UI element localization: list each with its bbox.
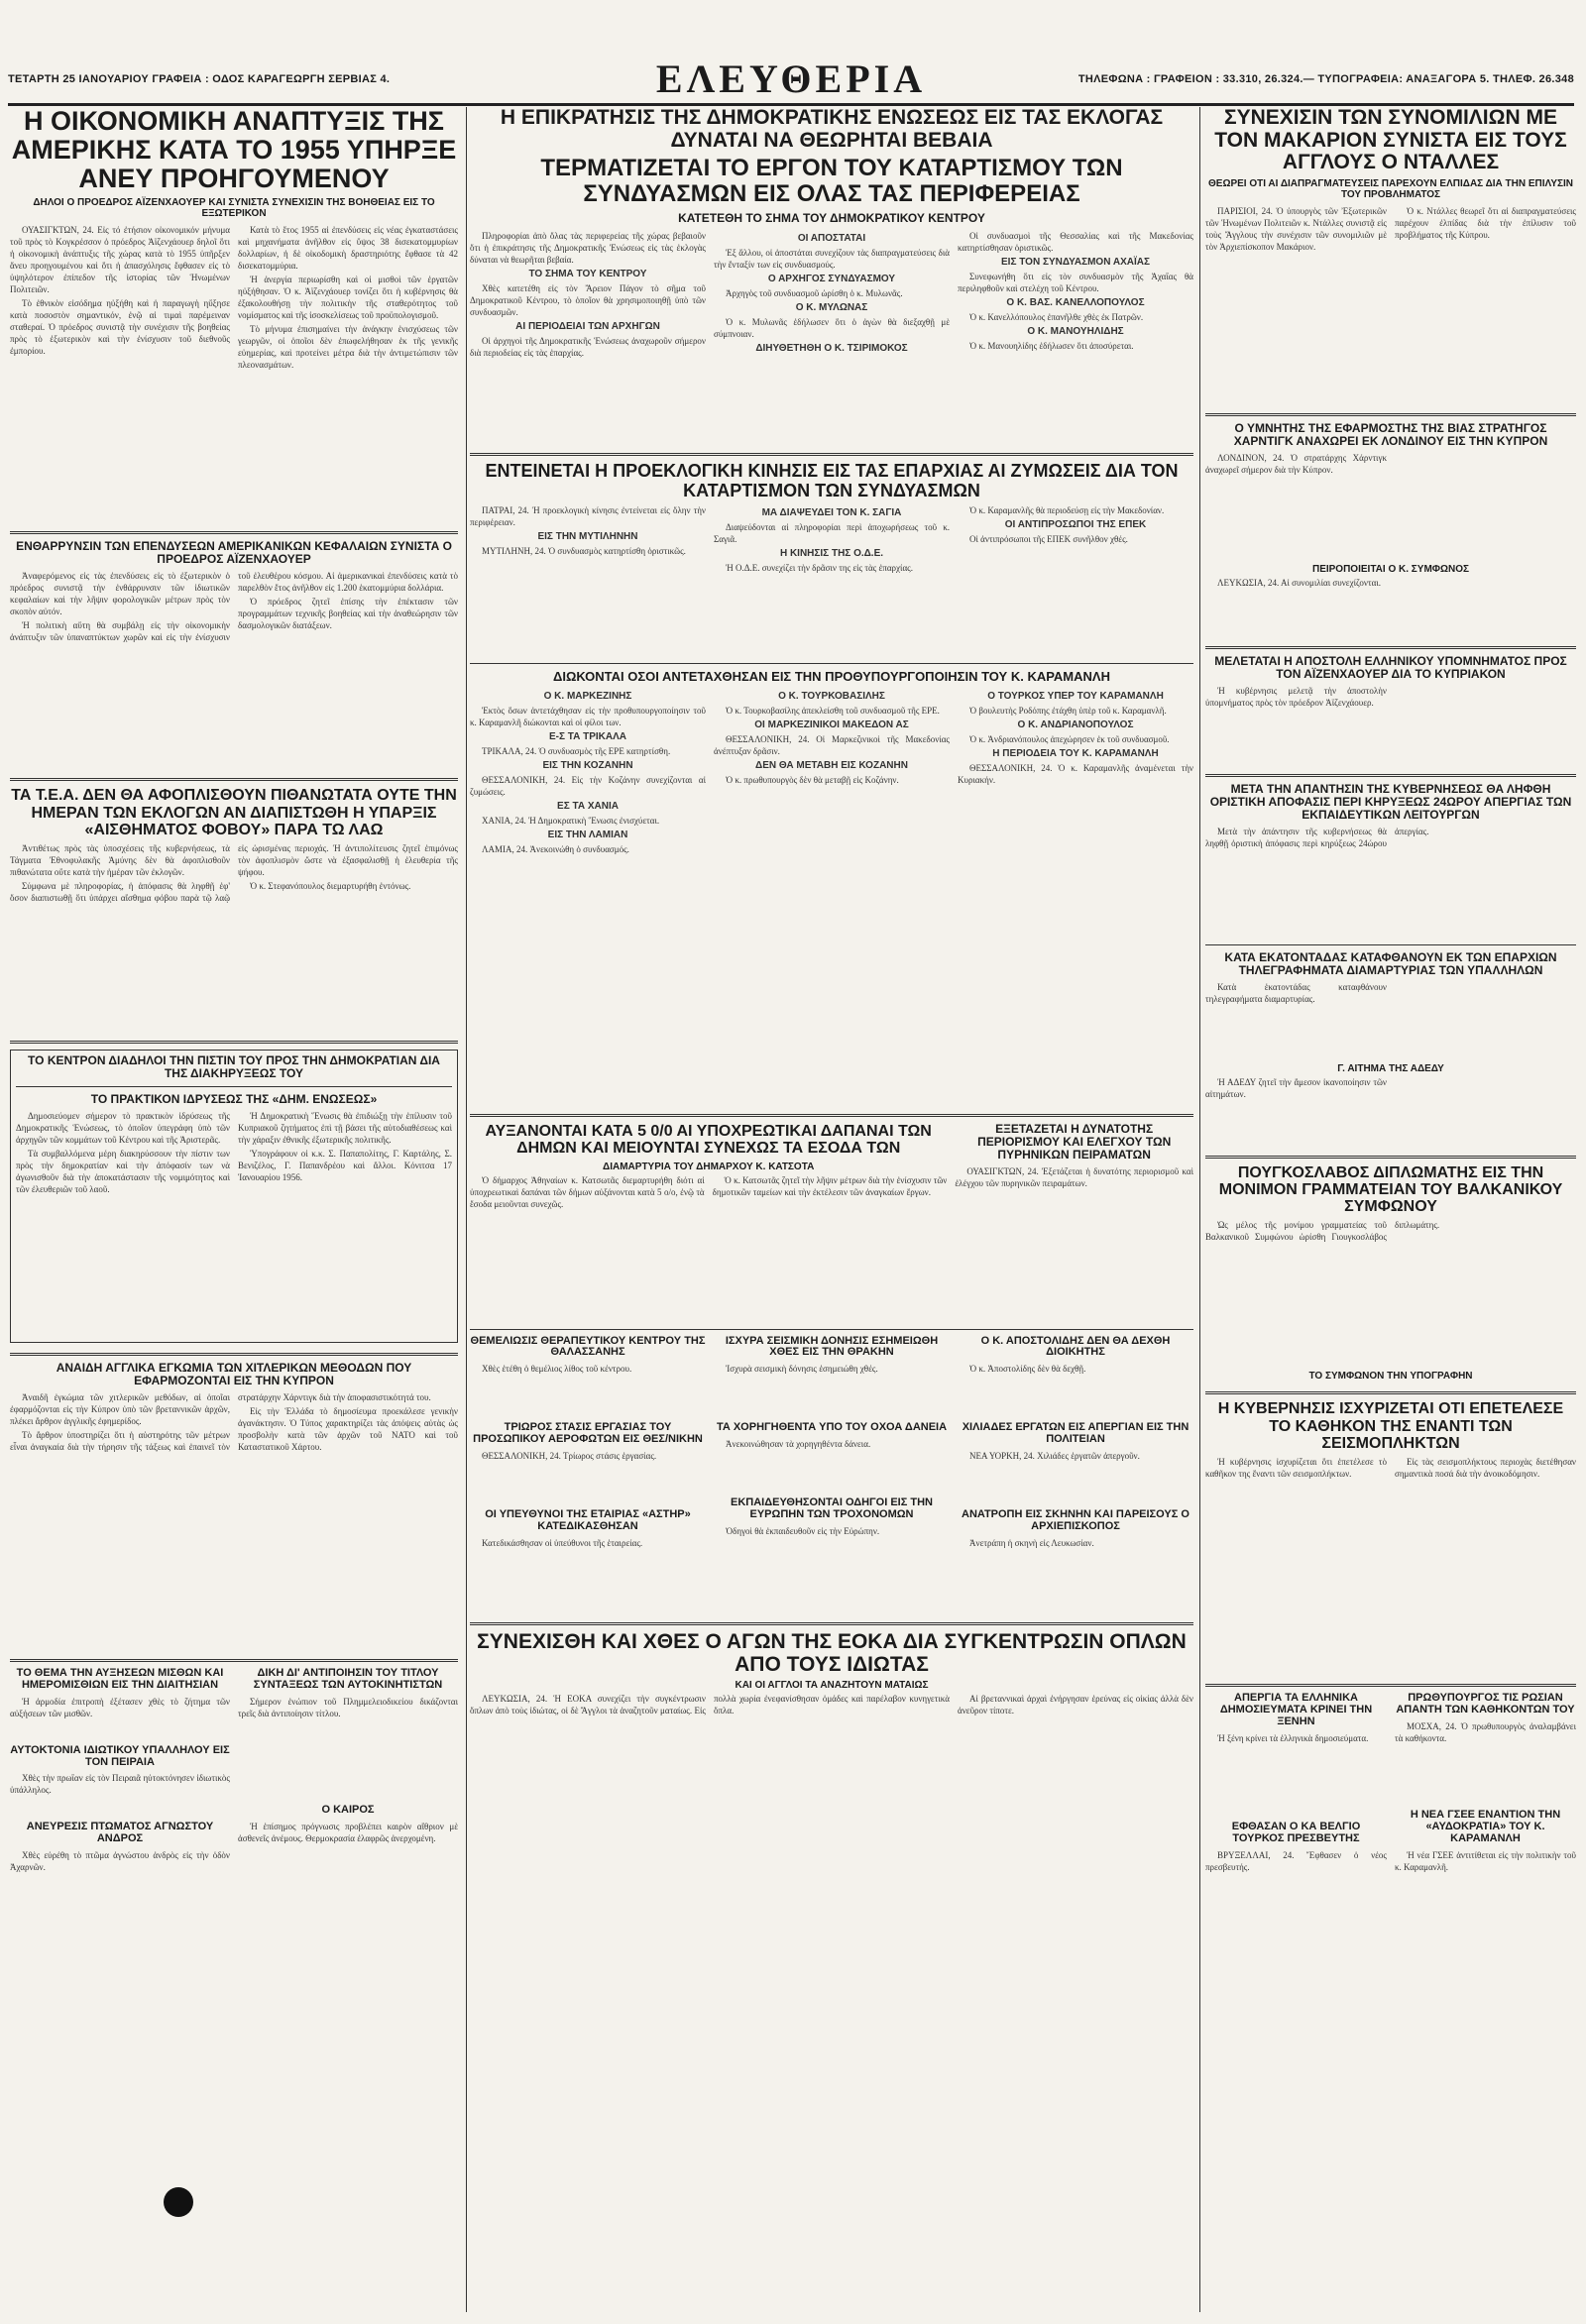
- section-title: ΜΑ ΔΙΑΨΕΥΔΕΙ ΤΟΝ Κ. ΣΑΓΙΑ: [761, 507, 902, 519]
- issue-date-address: ΤΕΤΑΡΤΗ 25 ΙΑΝΟΥΑΡΙΟΥ ΓΡΑΦΕΙΑ : ΟΔΟΣ ΚΑΡΑΓΕΩΡΓΗ ΣΕΡΒΙΑΣ 4.: [8, 73, 391, 85]
- article-body-text: ΝΕΑ ΥΟΡΚΗ, 24. Χιλιάδες ἐργατῶν ἀπεργοῦν.: [969, 1451, 1140, 1462]
- article-body-text: Χθὲς ἐτέθη ὁ θεμέλιος λίθος τοῦ κέντρου.: [482, 1364, 632, 1375]
- section-title: Ο Κ. ΜΑΝΟΥΗΛΙΔΗΣ: [1027, 326, 1124, 338]
- body-col-2: ΜΑ ΔΙΑΨΕΥΔΕΙ ΤΟΝ Κ. ΣΑΓΙΑ Διαψεύδονται αἱ πληροφορίαι περὶ ἀποχωρήσεως τοῦ κ. Σαγιᾶ. Η ΚΙΝΗΣΙΣ ΤΗΣ Ο.Δ.Ε. Ἡ Ο.Δ.Ε. συνεχίζει τὴν δρᾶσιν της εἰς τὰς ἐπαρχίας.: [714, 507, 950, 574]
- section-title: Ο Κ. ΒΑΣ. ΚΑΝΕΛΛΟΠΟΥΛΟΣ: [1006, 297, 1145, 309]
- section-title: Ο Κ. ΜΑΡΚΕΖΙΝΗΣ: [543, 691, 632, 703]
- article-body-text: Ἡ κυβέρνησις μελετᾷ τὴν ἀποστολὴν ὑπομνήματος πρὸς τὸν πρόεδρον Ἀϊζενχάουερ.: [1205, 685, 1387, 708]
- article-body-text: Ἀναιδῆ ἐγκώμια τῶν χιτλερικῶν μεθόδων, αἱ ὁποῖαι ἐφαρμόζονται εἰς τὴν Κύπρον ὑπὸ τῶν βρεταννικῶν ἀρχῶν, πλέκει ἄρθρον ἀγγλικῆς ἐφημερίδος. Τὸ ἄρθρον ὑποστηρίζει ὅτι ἡ αὐστηρότης τῶν μέτρων εἶναι ἀναγκαία διὰ τὴν τήρησιν τῆς τάξεως καὶ ἐπαινεῖ τὸν στρατάρχην Χάρντιγκ διὰ τὴν ἀποφασιστικότητά του. Εἰς τὴν Ἑλλάδα τὸ δημοσίευμα προεκάλεσε γενικὴν ἀγανάκτησιν. Ὁ Τύπος χαρακτηρίζει τὰς ἀπόψεις αὐτὰς ὡς προσβολὴν κατὰ τῶν ἀρχῶν τοῦ ΝΑΤΟ καὶ τοῦ Καταστατικοῦ Χάρτου.: [10, 1391, 458, 1452]
- article-body-text: Ἡ κυβέρνησις ἰσχυρίζεται ὅτι ἐπετέλεσε τὸ καθῆκον της ἔναντι τῶν σεισμοπλήκτων. Εἰς τὰς σεισμοπλήκτους περιοχὰς διετέθησαν σημαντικὰ ποσά διὰ τὴν ἀνοικοδόμησιν.: [1205, 1457, 1576, 1480]
- divider: [10, 1659, 458, 1662]
- article-body: [470, 688, 1193, 1104]
- headline: ΟΙ ΥΠΕΥΘΥΝΟΙ ΤΗΣ ΕΤΑΙΡΙΑΣ «ΑΣΤΗΡ» ΚΑΤΕΔΙΚΑΣΘΗΣΑΝ: [485, 1508, 691, 1532]
- subheadline: ΚΑΙ ΟΙ ΑΓΓΛΟΙ ΤΑ ΑΝΑΖΗΤΟΥΝ ΜΑΤΑΙΩΣ: [735, 1680, 929, 1692]
- article-body-text: ΟΥΑΣΙΓΚΤΩΝ, 24. Εἰς τό ἐτήσιον οἰκονομικόν μήνυμα τοῦ πρὸς τὸ Κογκρέσσον ὁ πρόεδρος Ἀϊζενχάουερ δηλοῖ ὅτι ἡ οἰκονομικὴ ἀνάπτυξις τῆς χώρας κατὰ τὸ 1955 ὑπῆρξεν ἄνευ προηγουμένου καὶ ὅτι ἡ ἀπασχόλησις ἔφθασεν εἰς τὸ ὑψηλότερον ἐπίπεδον τῆς ἱστορίας τῶν Ἡνωμένων Πολιτειῶν. Τὸ ἐθνικὸν εἰσόδημα ηὐξήθη καὶ ἡ παραγωγὴ ηὔξησε κατὰ ποσοστὸν σημαντικόν, ἐνῷ αἱ τιμαὶ παρέμειναν σταθεραί. Ὁ πρόεδρος συνιστᾷ τὴν συνέχισιν τῆς βοηθείας πρὸς τὸ ἐξωτερικὸν καὶ τὴν ἐνίσχυσιν τοῦ διεθνοῦς ἐμπορίου. Κατὰ τὸ ἔτος 1955 αἱ ἐπενδύσεις εἰς νέας ἐγκαταστάσεις καὶ μηχανήματα ἀνῆλθον εἰς ὕψος 38 δισεκατομμυρίων δολλαρίων, ἡ δὲ οἰκοδομικὴ δραστηριότης ἔφθασε τὰ 42 δισεκατομμύρια. Ἡ ἀνεργία περιωρίσθη καὶ οἱ μισθοὶ τῶν ἐργατῶν ηὐξήθησαν. Ὁ κ. Ἀϊζενχάουερ τονίζει ὅτι ἡ κυβέρνησις θὰ ἐξακολουθήσῃ τὴν πολιτικὴν τῆς σταθερότητος τοῦ νομίσματος καὶ τῆς ἰσοσκελίσεως τοῦ προϋπολογισμοῦ. Τὸ μήνυμα ἐπισημαίνει τὴν ἀνάγκην ἐνισχύσεως τῶν γεωργῶν, οἱ ὁποῖοι δὲν ἐπωφελήθησαν ἐκ τῆς γενικῆς εὐημερίας, καὶ προτείνει μέτρα διὰ τὴν ἀντιμετώπισιν τῶν πλεονασμάτων.: [10, 225, 458, 371]
- article-body-text: Ἰσχυρὰ σεισμικὴ δόνησις ἐσημειώθη χθές.: [726, 1364, 878, 1375]
- section-title: ΕΙΣ ΤΗΝ ΛΑΜΙΑΝ: [547, 830, 628, 841]
- headline: ΜΕΤΑ ΤΗΝ ΑΠΑΝΤΗΣΙΝ ΤΗΣ ΚΥΒΕΡΝΗΣΕΩΣ ΘΑ ΛΗΦΘΗ ΟΡΙΣΤΙΚΗ ΑΠΟΦΑΣΙΣ ΠΕΡΙ ΚΗΡΥΞΕΩΣ 24ΩΡΟΥ ΑΠΕΡΓΙΑΣ ΤΩΝ ΕΚΠΑΙΔΕΥΤΙΚΩΝ ΛΕΙΤΟΥΡΓΩΝ: [1209, 781, 1572, 822]
- headline: ΠΡΩΘΥΠΟΥΡΓΟΣ ΤΙΣ ΡΩΣΙΑΝ ΑΠΑΝΤΗ ΤΩΝ ΚΑΘΗΚΟΝΤΩΝ ΤΟΥ: [1396, 1692, 1575, 1716]
- headline: ΑΥΞΑΝΟΝΤΑΙ ΚΑΤΑ 5 0/0 ΑΙ ΥΠΟΧΡΕΩΤΙΚΑΙ ΔΑΠΑΝΑΙ ΤΩΝ ΔΗΜΩΝ ΚΑΙ ΜΕΙΟΥΝΤΑΙ ΣΥΝΕΧΩΣ ΤΑ ΕΣΟΔΑ ΤΩΝ: [485, 1123, 932, 1158]
- right-column: [1205, 107, 1576, 2312]
- section-title: Γ. ΑΙΤΗΜΑ ΤΗΣ ΑΔΕΔΥ: [1337, 1062, 1444, 1074]
- article-body-text: Χθὲς εὑρέθη τὸ πτῶμα ἀγνώστου ἀνδρὸς εἰς τὴν ὁδὸν Ἀχαρνῶν.: [10, 1850, 230, 1873]
- contact-phones: ΤΗΛΕΦΩΝΑ : ΓΡΑΦΕΙΟΝ : 33.310, 26.324.— ΤΥΠΟΓΡΑΦΕΙΑ: ΑΝΑΞΑΓΟΡΑ 5. ΤΗΛΕΦ. 26.348: [1077, 73, 1574, 85]
- divider: [10, 1353, 458, 1356]
- article-body-text: ΒΡΥΞΕΛΛΑΙ, 24. Ἔφθασεν ὁ νέος πρεσβευτής.: [1205, 1849, 1387, 1872]
- brief-column-b: [714, 1336, 950, 1616]
- subheadline: ΤΟ ΠΡΑΚΤΙΚΟΝ ΙΔΡΥΣΕΩΣ ΤΗΣ «ΔΗΜ. ΕΝΩΣΕΩΣ»: [90, 1092, 378, 1107]
- divider: [470, 1622, 1193, 1625]
- article-memorandum: [1205, 655, 1576, 764]
- article-body: [470, 504, 1193, 653]
- article-body-text: ΠΑΡΙΣΙΟΙ, 24. Ὁ ὑπουργὸς τῶν Ἐξωτερικῶν τῶν Ἡνωμένων Πολιτειῶν κ. Ντάλλες συνιστᾷ εἰς τοὺς Ἄγγλους τὴν συνέχισιν τῶν συνομιλιῶν μὲ τὸν Ἀρχιεπίσκοπον Μακάριον. Ὁ κ. Ντάλλες θεωρεῖ ὅτι αἱ διαπραγματεύσεις παρέχουν ἐλπίδας διὰ τὴν ἐπίλυσιν τοῦ προβλήματος τῆς Κύπρου.: [1205, 206, 1576, 253]
- divider: [1205, 413, 1576, 416]
- article-body-text: Ὁ κ. Ἀποστολίδης δὲν θὰ δεχθῇ.: [969, 1364, 1086, 1375]
- section-title: ΔΙΗΥΘΕΤΗΘΗ Ο Κ. ΤΣΙΡΙΜΟΚΟΣ: [755, 343, 908, 355]
- section-title: ΕΙΣ ΤΟΝ ΣΥΝΔΥΑΣΜΟΝ ΑΧΑΪΑΣ: [1001, 257, 1150, 269]
- headline: ΕΚΠΑΙΔΕΥΘΗΣΟΝΤΑΙ ΟΔΗΓΟΙ ΕΙΣ ΤΗΝ ΕΥΡΩΠΗΝ ΤΩΝ ΤΡΟΧΟΝΟΜΩΝ: [731, 1496, 933, 1521]
- headline: ΔΙΩΚΟΝΤΑΙ ΟΣΟΙ ΑΝΤΕΤΑΧΘΗΣΑΝ ΕΙΣ ΤΗΝ ΠΡΟΘΥΠΟΥΡΓΟΠΟΙΗΣΙΝ ΤΟΥ Κ. ΚΑΡΑΜΑΝΛΗ: [553, 669, 1110, 685]
- divider: [1205, 944, 1576, 945]
- lead-body-col-3: Οἱ συνδυασμοὶ τῆς Θεσσαλίας καὶ τῆς Μακεδονίας κατηρτίσθησαν ὁριστικῶς. ΕΙΣ ΤΟΝ ΣΥΝΔΥΑΣΜΟΝ ΑΧΑΪΑΣ Συνεφωνήθη ὅτι εἰς τὸν συνδυασμὸν τῆς Ἀχαΐας θὰ περιληφθοῦν καὶ στελέχη τοῦ Κέντρου. Ο Κ. ΒΑΣ. ΚΑΝΕΛΛΟΠΟΥΛΟΣ Ὁ κ. Κανελλόπουλος ἐπανῆλθε χθὲς ἐκ Πατρῶν. Ο Κ. ΜΑΝΟΥΗΛΙΔΗΣ Ὁ κ. Μανουηλίδης ἐδήλωσεν ὅτι ἀποσύρεται.: [958, 231, 1193, 352]
- headline: Ο ΚΑΙΡΟΣ: [321, 1803, 375, 1816]
- headline: ΕΞΕΤΑΖΕΤΑΙ Η ΔΥΝΑΤΟΤΗΣ ΠΕΡΙΟΡΙΣΜΟΥ ΚΑΙ ΕΛΕΓΧΟΥ ΤΩΝ ΠΥΡΗΝΙΚΩΝ ΠΕΙΡΑΜΑΤΩΝ: [977, 1122, 1172, 1162]
- divider: [10, 778, 458, 781]
- headline: ΕΝΤΕΙΝΕΤΑΙ Η ΠΡΟΕΚΛΟΓΙΚΗ ΚΙΝΗΣΙΣ ΕΙΣ ΤΑΣ ΕΠΑΡΧΙΑΣ ΑΙ ΖΥΜΩΣΕΙΣ ΔΙΑ ΤΟΝ ΚΑΤΑΡΤΙΣΜΟΝ ΤΩΝ ΣΥΝΔΥΑΣΜΩΝ: [485, 461, 1179, 500]
- article-body-text: Ὁ δήμαρχος Ἀθηναίων κ. Κατσωτᾶς διεμαρτυρήθη διότι αἱ ὑποχρεωτικαὶ δαπάναι τῶν δήμων αὐξάνονται κατὰ 5 ο/ο, ἐνῷ τὰ ἔσοδα μειοῦνται συνεχῶς. Ὁ κ. Κατσωτᾶς ζητεῖ τὴν λῆψιν μέτρων διὰ τὴν ἐνίσχυσιν τῶν δημοτικῶν ταμείων καὶ τὴν ἐκτέλεσιν τῶν ἀναγκαίων ἔργων.: [470, 1174, 948, 1209]
- brief-column-a: [470, 1336, 706, 1616]
- lead-headline: Η ΕΠΙΚΡΑΤΗΣΙΣ ΤΗΣ ΔΗΜΟΚΡΑΤΙΚΗΣ ΕΝΩΣΕΩΣ ΕΙΣ ΤΑΣ ΕΚΛΟΓΑΣ ΔΥΝΑΤΑΙ ΝΑ ΘΕΩΡΗΤΑΙ ΒΕΒΑΙΑ: [500, 106, 1164, 152]
- article-body-text: Ὡς μέλος τῆς μονίμου γραμματείας τοῦ Βαλκανικοῦ Συμφώνου ὡρίσθη Γιουγκοσλάβος διπλωμάτης.: [1205, 1220, 1440, 1243]
- section-title: Ο Κ. ΜΥΛΩΝΑΣ: [795, 302, 868, 314]
- headline: ΣΥΝΕΧΙΣΘΗ ΚΑΙ ΧΘΕΣ Ο ΑΓΩΝ ΤΗΣ ΕΟΚΑ ΔΙΑ ΣΥΓΚΕΝΤΡΩΣΙΝ ΟΠΛΩΝ ΑΠΟ ΤΟΥΣ ΙΔΙΩΤΑΣ: [477, 1629, 1187, 1676]
- article-harding: [1205, 422, 1576, 636]
- headline: ΕΦΘΑΣΑΝ Ο ΚΑ ΒΕΛΓΙΟ ΤΟΥΡΚΟΣ ΠΡΕΣΒΕΥΤΗΣ: [1231, 1820, 1361, 1844]
- divider: [470, 453, 1193, 456]
- lead-body: [470, 230, 1193, 443]
- divider: [10, 531, 458, 534]
- section-title: ΕΙΣ ΤΗΝ ΜΥΤΙΛΗΝΗΝ: [537, 531, 638, 543]
- article-body-text: ΜΟΣΧΑ, 24. Ὁ πρωθυπουργὸς ἀναλαμβάνει τὰ καθήκοντα.: [1395, 1720, 1576, 1743]
- headline: ΑΥΤΟΚΤΟΝΙΑ ΙΔΙΩΤΙΚΟΥ ΥΠΑΛΛΗΛΟΥ ΕΙΣ ΤΟΝ ΠΕΙΡΑΙΑ: [10, 1743, 230, 1768]
- divider: [470, 663, 1193, 664]
- headline: ΘΕΜΕΛΙΩΣΙΣ ΘΕΡΑΠΕΥΤΙΚΟΥ ΚΕΝΤΡΟΥ ΤΗΣ ΘΑΛΑΣΣΑΝΗΣ: [470, 1334, 706, 1359]
- article-telegrams: [1205, 951, 1576, 1146]
- divider: [470, 1114, 1193, 1117]
- newspaper-title: ΕΛΕΥΘΕΡΙΑ: [655, 56, 927, 101]
- section-title: ΕΣ ΤΑ ΧΑΝΙΑ: [557, 801, 619, 813]
- lead-body-col-2: ΟΙ ΑΠΟΣΤΑΤΑΙ Ἐξ ἄλλου, οἱ ἀποστάται συνεχίζουν τὰς διαπραγματεύσεις διὰ τὴν ἔνταξίν των εἰς συνδυασμούς. Ο ΑΡΧΗΓΟΣ ΣΥΝΔΥΑΣΜΟΥ Ἀρχηγὸς τοῦ συνδυασμοῦ ὡρίσθη ὁ κ. Μυλωνᾶς. Ο Κ. ΜΥΛΩΝΑΣ Ὁ κ. Μυλωνᾶς ἐδήλωσεν ὅτι ὁ ἀγὼν θὰ διεξαχθῇ μὲ σύμπνοιαν. ΔΙΗΥΘΕΤΗΘΗ Ο Κ. ΤΣΙΡΙΜΟΚΟΣ: [714, 233, 950, 355]
- headline: Η ΝΕΑ ΓΣΕΕ ΕΝΑΝΤΙΟΝ ΤΗΝ «ΑΥΔΟΚΡΑΤΙΑ» ΤΟΥ Κ. ΚΑΡΑΜΑΝΛΗ: [1410, 1808, 1561, 1844]
- article-body-text: Κατὰ ἑκατοντάδας καταφθάνουν τηλεγραφήματα διαμαρτυρίας.: [1205, 981, 1387, 1004]
- headline: Ο Κ. ΑΠΟΣΤΟΛΙΔΗΣ ΔΕΝ ΘΑ ΔΕΧΘΗ ΔΙΟΙΚΗΤΗΣ: [980, 1334, 1171, 1359]
- lead-body-col-1: Πληροφορίαι ἀπὸ ὅλας τὰς περιφερείας τῆς χώρας βεβαιοῦν ὅτι ἡ ἐπικράτησις τῆς Δημοκρατικῆς Ἑνώσεως εἰς τὰς ἐκλογὰς δύναται νὰ θεωρῆται βεβαία. ΤΟ ΣΗΜΑ ΤΟΥ ΚΕΝΤΡΟΥ Χθὲς κατετέθη εἰς τὸν Ἄρειον Πάγον τὸ σῆμα τοῦ Δημοκρατικοῦ Κέντρου, τὸ ὁποῖον θὰ χρησιμοποιηθῇ ὑπὸ τῶν συνδυασμῶν. ΑΙ ΠΕΡΙΟΔΕΙΑΙ ΤΩΝ ΑΡΧΗΓΩΝ Οἱ ἀρχηγοὶ τῆς Δημοκρατικῆς Ἑνώσεως ἀναχωροῦν σήμερον διὰ περιοδείας εἰς τὰς ἐπαρχίας.: [470, 231, 706, 359]
- headline: ΤΡΙΩΡΟΣ ΣΤΑΣΙΣ ΕΡΓΑΣΙΑΣ ΤΟΥ ΠΡΟΣΩΠΙΚΟΥ ΑΕΡΟΦΩΤΩΝ ΕΙΣ ΘΕΣ/ΝΙΚΗΝ: [473, 1421, 703, 1446]
- section-title: Ε-Σ ΤΑ ΤΡΙΚΑΛΑ: [548, 731, 627, 743]
- article-investments: [10, 540, 458, 768]
- headline: ΔΙΚΗ ΔΙ' ΑΝΤΙΠΟΙΗΣΙΝ ΤΟΥ ΤΙΤΛΟΥ ΣΥΝΤΑΞΕΩΣ ΤΩΝ ΑΥΤΟΚΙΝΗΤΙΣΤΩΝ: [253, 1666, 443, 1691]
- row-municipal-nuclear: [470, 1123, 1193, 1323]
- headline: ΑΝΑΤΡΟΠΗ ΕΙΣ ΣΚΗΝΗΝ ΚΑΙ ΠΑΡΕΙΣΟΥΣ Ο ΑΡΧΙΕΠΙΣΚΟΠΟΣ: [962, 1508, 1190, 1532]
- article-body-text: Ἀναφερόμενος εἰς τὰς ἐπενδύσεις εἰς τὸ ἐξωτερικὸν ὁ πρόεδρος συνιστᾷ τὴν ἐνθάρρυνσιν τῶν ἰδιωτικῶν κεφαλαίων καὶ τὴν λῆψιν φορολογικῶν μέτρων πρὸς τὸν σκοπὸν αὐτόν. Ἡ πολιτικὴ αὕτη θὰ συμβάλῃ εἰς τὴν οἰκονομικὴν ἀνάπτυξιν τῶν ὑπαναπτύκτων χωρῶν καὶ εἰς τὴν ἐνίσχυσιν τοῦ ἐλευθέρου κόσμου. Αἱ ἀμερικανικαὶ ἐπενδύσεις κατὰ τὸ παρελθὸν ἔτος ἀνῆλθον εἰς 1.200 ἑκατομμύρια δολλάρια. Ὁ πρόεδρος ζητεῖ ἐπίσης τὴν ἐπέκτασιν τῶν προγραμμάτων τεχνικῆς βοηθείας καὶ τὴν ἀναθεώρησιν τῶν δασμολογικῶν διατάξεων.: [10, 571, 458, 643]
- article-body-text: Ἡ ἀρμοδία ἐπιτροπὴ ἐξέτασεν χθὲς τὸ ζήτημα τῶν αὐξήσεων τῶν μισθῶν.: [10, 1696, 230, 1718]
- headline: Η ΚΥΒΕΡΝΗΣΙΣ ΙΣΧΥΡΙΖΕΤΑΙ ΟΤΙ ΕΠΕΤΕΛΕΣΕ ΤΟ ΚΑΘΗΚΟΝ ΤΗΣ ΕΝΑΝΤΙ ΤΩΝ ΣΕΙΣΜΟΠΛΗΚΤΩΝ: [1217, 1400, 1564, 1452]
- brief-column-a: [1205, 1693, 1387, 1957]
- right-briefs: [1205, 1693, 1576, 1957]
- column-rule-left: [466, 107, 467, 2312]
- section-title: ΟΙ ΑΝΤΙΠΡΟΣΩΠΟΙ ΤΗΣ ΕΠΕΚ: [1004, 519, 1147, 531]
- article-economy: [10, 107, 458, 521]
- divider: [1205, 1391, 1576, 1394]
- section-title: ΟΙ ΜΑΡΚΕΖΙΝΙΚΟΙ ΜΑΚΕΔΟΝ ΑΣ: [754, 719, 909, 731]
- section-title: Ο Κ. ΤΟΥΡΚΟΒΑΣΙΛΗΣ: [778, 691, 885, 703]
- middle-column: [470, 107, 1193, 1822]
- brief-column-b: [1395, 1693, 1576, 1957]
- headline: ΕΝΘΑΡΡΥΝΣΙΝ ΤΩΝ ΕΠΕΝΔΥΣΕΩΝ ΑΜΕΡΙΚΑΝΙΚΩΝ ΚΕΦΑΛΑΙΩΝ ΣΥΝΙΣΤΑ Ο ΠΡΟΕΔΡΟΣ ΑΪΖΕΝΧΑΟΥΕΡ: [16, 539, 452, 567]
- article-body-text: ΛΕΥΚΩΣΙΑ, 24. Ἡ ΕΟΚΑ συνεχίζει τὴν συγκέντρωσιν ὅπλων ἀπὸ τοὺς ἰδιώτας, οἱ δὲ Ἄγγλοι τὰ ἀναζητοῦν ματαίως. Εἰς πολλὰ χωρία ἐνεφανίσθησαν ὁμάδες καὶ παρέλαβον κυνηγετικὰ ὅπλα. Αἱ βρεταννικαὶ ἀρχαὶ ἐνήργησαν ἐρεύνας εἰς οἰκίας ἀλλὰ δὲν ἀνεῦρον τίποτε.: [470, 1694, 1193, 1716]
- divider: [470, 1329, 1193, 1330]
- section-title: ΤΟ ΣΗΜΑ ΤΟΥ ΚΕΝΤΡΟΥ: [528, 269, 647, 280]
- body-col-2: Ο Κ. ΤΟΥΡΚΟΒΑΣΙΛΗΣ Ὁ κ. Τουρκοβασίλης ἀπεκλείσθη τοῦ συνδυασμοῦ τῆς ΕΡΕ. ΟΙ ΜΑΡΚΕΖΙΝΙΚΟΙ ΜΑΚΕΔΟΝ ΑΣ ΘΕΣΣΑΛΟΝΙΚΗ, 24. Οἱ Μαρκεζινικοὶ τῆς Μακεδονίας ἀνέπτυξαν δρᾶσιν. ΔΕΝ ΘΑ ΜΕΤΑΒΗ ΕΙΣ ΚΟΖΑΝΗΝ Ὁ κ. πρωθυπουργὸς δὲν θὰ μεταβῇ εἰς Κοζάνην.: [714, 691, 950, 786]
- subheadline: ΘΕΩΡΕΙ ΟΤΙ ΑΙ ΔΙΑΠΡΑΓΜΑΤΕΥΣΕΙΣ ΠΑΡΕΧΟΥΝ ΕΛΠΙΔΑΣ ΔΙΑ ΤΗΝ ΕΠΙΛΥΣΙΝ ΤΟΥ ΠΡΟΒΛΗΜΑΤΟΣ: [1208, 178, 1573, 201]
- lead-subheadline: ΚΑΤΕΤΕΘΗ ΤΟ ΣΗΜΑ ΤΟΥ ΔΗΜΟΚΡΑΤΙΚΟΥ ΚΕΝΤΡΟΥ: [678, 211, 985, 226]
- subheadline: ΔΙΑΜΑΡΤΥΡΙΑ ΤΟΥ ΔΗΜΑΡΧΟΥ Κ. ΚΑΤΣΟΤΑ: [603, 1161, 815, 1172]
- article-body-text: Ἀνεκοινώθησαν τὰ χορηγηθέντα δάνεια.: [726, 1439, 871, 1450]
- section-title: Ο Κ. ΑΝΔΡΙΑΝΟΠΟΥΛΟΣ: [1017, 719, 1134, 731]
- headline: Η ΟΙΚΟΝΟΜΙΚΗ ΑΝΑΠΤΥΞΙΣ ΤΗΣ ΑΜΕΡΙΚΗΣ ΚΑΤΑ ΤΟ 1955 ΥΠΗΡΞΕ ΑΝΕΥ ΠΡΟΗΓΟΥΜΕΝΟΥ: [11, 106, 457, 194]
- article-center-declaration: [10, 1050, 458, 1343]
- article-teachers-strike: [1205, 783, 1576, 935]
- headline: ΤΑ Τ.Ε.Α. ΔΕΝ ΘΑ ΑΦΟΠΛΙΣΘΟΥΝ ΠΙΘΑΝΩΤΑΤΑ ΟΥΤΕ ΤΗΝ ΗΜΕΡΑΝ ΤΩΝ ΕΚΛΟΓΩΝ ΑΝ ΔΙΑΠΙΣΤΩΘΗ Η ΥΠΑΡΞΙΣ «ΑΙΣΘΗΜΑΤΟΣ ΦΟΒΟΥ» ΠΑΡΑ ΤΩ ΛΑΩ: [11, 787, 457, 838]
- body-col-3: Ο ΤΟΥΡΚΟΣ ΥΠΕΡ ΤΟΥ ΚΑΡΑΜΑΝΛΗ Ὁ βουλευτὴς Ροδόπης ἐτάχθη ὑπὲρ τοῦ κ. Καραμανλῆ. Ο Κ. ΑΝΔΡΙΑΝΟΠΟΥΛΟΣ Ὁ κ. Ἀνδριανόπουλος ἀπεχώρησεν ἐκ τοῦ συνδυασμοῦ. Η ΠΕΡΙΟΔΕΙΑ ΤΟΥ Κ. ΚΑΡΑΜΑΝΛΗ ΘΕΣΣΑΛΟΝΙΚΗ, 24. Ὁ κ. Καραμανλῆς ἀναμένεται τὴν Κυριακήν.: [958, 691, 1193, 786]
- article-body-text: Σήμερον ἐνώπιον τοῦ Πλημμελειοδικείου δικάζονται τρεῖς διὰ ἀντιποίησιν τίτλου.: [238, 1696, 458, 1718]
- article-dulles: [1205, 107, 1576, 403]
- headline: ΤΟ ΘΕΜΑ ΤΗΝ ΑΥΞΗΣΕΩΝ ΜΙΣΘΩΝ ΚΑΙ ΗΜΕΡΟΜΙΣΘΙΩΝ ΕΙΣ ΤΗΝ ΔΙΑΙΤΗΣΙΑΝ: [16, 1666, 224, 1691]
- article-body-text: Ἡ ξένη κρίνει τὰ ἑλληνικὰ δημοσιεύματα.: [1217, 1732, 1369, 1743]
- headline: ΜΕΛΕΤΑΤΑΙ Η ΑΠΟΣΤΟΛΗ ΕΛΛΗΝΙΚΟΥ ΥΠΟΜΝΗΜΑΤΟΣ ΠΡΟΣ ΤΟΝ ΑΪΖΕΝΧΑΟΥΕΡ ΔΙΑ ΤΟ ΚΥΠΡΙΑΚΟΝ: [1214, 653, 1567, 681]
- column-rule-right: [1199, 107, 1200, 2312]
- section-title: ΠΕΙΡΟΠΟΙΕΙΤΑΙ Ο Κ. ΣΥΜΦΩΝΟΣ: [1311, 563, 1470, 575]
- article-body-text: Ἡ ἐπίσημος πρόγνωσις προβλέπει καιρὸν αἴθριον μὲ ἀσθενεῖς ἀνέμους. Θερμοκρασία ἐλαφρῶς ἀνερχομένη.: [238, 1821, 458, 1843]
- middle-briefs: [470, 1336, 1193, 1616]
- body-col-1: ΠΑΤΡΑΙ, 24. Ἡ προεκλογικὴ κίνησις ἐντείνεται εἰς ὅλην τὴν περιφέρειαν. ΕΙΣ ΤΗΝ ΜΥΤΙΛΗΝΗΝ ΜΥΤΙΛΗΝΗ, 24. Ὁ συνδυασμὸς κατηρτίσθη ὁριστικῶς.: [470, 505, 706, 557]
- section-title: ΤΟ ΣΥΜΦΩΝΟΝ ΤΗΝ ΥΠΟΓΡΑΦΗΝ: [1308, 1371, 1473, 1383]
- section-title: Η ΠΕΡΙΟΔΕΙΑ ΤΟΥ Κ. ΚΑΡΑΜΑΝΛΗ: [992, 748, 1159, 760]
- section-title: Ο ΑΡΧΗΓΟΣ ΣΥΝΔΥΑΣΜΟΥ: [767, 274, 896, 285]
- article-british-methods: [10, 1362, 458, 1649]
- article-body-text: Μετὰ τὴν ἀπάντησιν τῆς κυβερνήσεως θὰ ληφθῇ ὁριστικὴ ἀπόφασις περὶ κηρύξεως 24ώρου ἀπεργίας.: [1205, 826, 1429, 848]
- article-nuclear: [955, 1123, 1193, 1323]
- headline: ΧΙΛΙΑΔΕΣ ΕΡΓΑΤΩΝ ΕΙΣ ΑΠΕΡΓΙΑΝ ΕΙΣ ΤΗΝ ΠΟΛΙΤΕΙΑΝ: [962, 1421, 1190, 1446]
- article-karamanlis-opponents: [470, 670, 1193, 1104]
- headline: Ο ΥΜΝΗΤΗΣ ΤΗΣ ΕΦΑΡΜΟΣΤΗΣ ΤΗΣ ΒΙΑΣ ΣΤΡΑΤΗΓΟΣ ΧΑΡΝΤΙΓΚ ΑΝΑΧΩΡΕΙ ΕΚ ΛΟΝΔΙΝΟΥ ΕΙΣ ΤΗΝ ΚΥΠΡΟΝ: [1233, 421, 1548, 448]
- brief-column-b: [238, 1668, 458, 1930]
- article-body-text: Ὁδηγοὶ θὰ ἐκπαιδευθοῦν εἰς τὴν Εὐρώπην.: [726, 1525, 880, 1536]
- divider: [16, 1086, 452, 1087]
- ink-spot: [164, 2187, 193, 2217]
- article-body-text: Ἀντιθέτως πρὸς τὰς ὑποσχέσεις τῆς κυβερνήσεως, τὰ Τάγματα Ἐθνοφυλακῆς Ἀμύνης δὲν θὰ ἀφοπλισθοῦν πιθανώτατα οὔτε κατὰ τὴν ἡμέραν τῶν ἐκλογῶν. Σύμφωνα μὲ πληροφορίας, ἡ ἀπόφασις θὰ ληφθῇ ἐφ' ὅσον διαπιστωθῇ ὅτι ὑπάρχει αἴσθημα φόβου παρὰ τῷ λαῷ εἰς ὡρισμένας περιοχάς. Ἡ ἀντιπολίτευσις ζητεῖ ἐπιμόνως τὸν ἀφοπλισμὸν ὥστε νὰ ἐξασφαλισθῇ ἡ ἐλευθερία τῆς ψήφου. Ὁ κ. Στεφανόπουλος διεμαρτυρήθη ἐντόνως.: [10, 843, 458, 904]
- brief-column-c: [958, 1336, 1193, 1616]
- article-earthquake-victims: [1205, 1400, 1576, 1674]
- article-body-text: Χθὲς τὴν πρωΐαν εἰς τὸν Πειραιᾶ ηὐτοκτόνησεν ἰδιωτικὸς ὑπάλληλος.: [10, 1773, 230, 1796]
- article-body-text: Ἀνετράπη ἡ σκηνὴ εἰς Λευκωσίαν.: [969, 1537, 1094, 1548]
- section-title: Η ΚΙΝΗΣΙΣ ΤΗΣ Ο.Δ.Ε.: [779, 548, 884, 560]
- headline: ΑΝΑΙΔΗ ΑΓΓΛΙΚΑ ΕΓΚΩΜΙΑ ΤΩΝ ΧΙΤΛΕΡΙΚΩΝ ΜΕΘΟΔΩΝ ΠΟΥ ΕΦΑΡΜΟΖΟΝΤΑΙ ΕΙΣ ΤΗΝ ΚΥΠΡΟΝ: [56, 1361, 412, 1387]
- lead-headline-2: ΤΕΡΜΑΤΙΖΕΤΑΙ ΤΟ ΕΡΓΟΝ ΤΟΥ ΚΑΤΑΡΤΙΣΜΟΥ ΤΩΝ ΣΥΝΔΥΑΣΜΩΝ ΕΙΣ ΟΛΑΣ ΤΑΣ ΠΕΡΙΦΕΡΕΙΑΣ: [540, 155, 1123, 208]
- article-campaign-provinces: [470, 462, 1193, 653]
- section-title: ΔΕΝ ΘΑ ΜΕΤΑΒΗ ΕΙΣ ΚΟΖΑΝΗΝ: [755, 760, 908, 772]
- section-title: Ο ΤΟΥΡΚΟΣ ΥΠΕΡ ΤΟΥ ΚΑΡΑΜΑΝΛΗ: [987, 691, 1164, 703]
- headline: ΑΠΕΡΓΙΑ ΤΑ ΕΛΛΗΝΙΚΑ ΔΗΜΟΣΙΕΥΜΑΤΑ ΚΡΙΝΕΙ ΤΗΝ ΞΕΝΗΝ: [1219, 1692, 1373, 1727]
- article-body-text: ΛΟΝΔΙΝΟΝ, 24. Ὁ στρατάρχης Χάρντιγκ ἀναχωρεῖ σήμερον διὰ τὴν Κύπρον.: [1205, 452, 1387, 475]
- divider: [1205, 1156, 1576, 1159]
- section-title: ΕΙΣ ΤΗΝ ΚΟΖΑΝΗΝ: [542, 760, 633, 772]
- left-briefs: [10, 1668, 458, 1930]
- article-body-text: Ἡ ΑΔΕΔΥ ζητεῖ τὴν ἄμεσον ἱκανοποίησιν τῶν αἰτημάτων.: [1205, 1076, 1387, 1099]
- article-body-text: ΟΥΑΣΙΓΚΤΩΝ, 24. Ἐξετάζεται ἡ δυνατότης περιορισμοῦ καὶ ἐλέγχου τῶν πυρηνικῶν πειραμάτων.: [955, 1165, 1193, 1188]
- article-body-text: Κατεδικάσθησαν οἱ ὑπεύθυνοι τῆς ἑταιρείας.: [482, 1537, 643, 1548]
- headline: ΤΟ ΚΕΝΤΡΟΝ ΔΙΑΔΗΛΟΙ ΤΗΝ ΠΙΣΤΙΝ ΤΟΥ ΠΡΟΣ ΤΗΝ ΔΗΜΟΚΡΑΤΙΑΝ ΔΙΑ ΤΗΣ ΔΙΑΚΗΡΥΞΕΩΣ ΤΟΥ: [28, 1053, 440, 1081]
- masthead: [8, 52, 1574, 106]
- subheadline: ΔΗΛΟΙ Ο ΠΡΟΕΔΡΟΣ ΑΪΖΕΝΧΑΟΥΕΡ ΚΑΙ ΣΥΝΙΣΤΑ ΣΥΝΕΧΙΣΙΝ ΤΗΣ ΒΟΗΘΕΙΑΣ ΕΙΣ ΤΟ ΕΞΩΤΕΡΙΚΟΝ: [33, 197, 435, 220]
- article-body-text: ΛΕΥΚΩΣΙΑ, 24. Αἱ συνομιλίαι συνεχίζονται.: [1217, 577, 1381, 588]
- headline: ΑΝΕΥΡΕΣΙΣ ΠΤΩΜΑΤΟΣ ΑΓΝΩΣΤΟΥ ΑΝΔΡΟΣ: [26, 1821, 214, 1845]
- divider: [1205, 1684, 1576, 1687]
- article-balkan-pact: [1205, 1164, 1576, 1383]
- article-body-text: ΘΕΣΣΑΛΟΝΙΚΗ, 24. Τρίωρος στάσις ἐργασίας.: [482, 1451, 657, 1462]
- divider: [1205, 774, 1576, 777]
- article-municipal: [470, 1123, 947, 1323]
- divider: [1205, 646, 1576, 649]
- article-body-text: Δημοσιεύομεν σήμερον τὸ πρακτικὸν ἱδρύσεως τῆς Δημοκρατικῆς Ἑνώσεως, τὸ ὁποῖον ὑπεγράφη ὑπὸ τῶν ἀρχηγῶν τῶν κομμάτων τοῦ Κέντρου καὶ τῆς Ἀριστερᾶς. Τὰ συμβαλλόμενα μέρη διακηρύσσουν τὴν πίστιν των πρὸς τὴν δημοκρατίαν καὶ τὴν ἀπόφασίν των νὰ ἀγωνισθοῦν διὰ τὴν ἀποκατάστασιν τῆς νομιμότητος καὶ τῶν ἐλευθεριῶν τοῦ λαοῦ. Ἡ Δημοκρατικὴ Ἕνωσις θὰ ἐπιδιώξῃ τὴν ἐπίλυσιν τοῦ Κυπριακοῦ ζητήματος ἐπὶ τῇ βάσει τῆς αὐτοδιαθέσεως καὶ τὴν χάραξιν ἐθνικῆς ἐξωτερικῆς πολιτικῆς. Ὑπογράφουν οἱ κ.κ. Σ. Παπαπολίτης, Γ. Καρτάλης, Σ. Βενιζέλος, Γ. Παπανδρέου καὶ ἄλλοι. Κόνιτσα 17 Ἰανουαρίου 1956.: [16, 1111, 452, 1195]
- body-col-1: Ο Κ. ΜΑΡΚΕΖΙΝΗΣ Ἐκτὸς ὅσων ἀντετάχθησαν εἰς τὴν προθυπουργοποίησιν τοῦ κ. Καραμανλῆ διώκονται καὶ οἱ φίλοι των. Ε-Σ ΤΑ ΤΡΙΚΑΛΑ ΤΡΙΚΑΛΑ, 24. Ὁ συνδυασμὸς τῆς ΕΡΕ κατηρτίσθη. ΕΙΣ ΤΗΝ ΚΟΖΑΝΗΝ ΘΕΣΣΑΛΟΝΙΚΗ, 24. Εἰς τὴν Κοζάνην συνεχίζονται αἱ ζυμώσεις. ΕΣ ΤΑ ΧΑΝΙΑ ΧΑΝΙΑ, 24. Ἡ Δημοκρατικὴ Ἕνωσις ἐνισχύεται. ΕΙΣ ΤΗΝ ΛΑΜΙΑΝ ΛΑΜΙΑ, 24. Ἀνεκοινώθη ὁ συνδυασμός.: [470, 691, 706, 855]
- headline: ΚΑΤΑ ΕΚΑΤΟΝΤΑΔΑΣ ΚΑΤΑΦΘΑΝΟΥΝ ΕΚ ΤΩΝ ΕΠΑΡΧΙΩΝ ΤΗΛΕΓΡΑΦΗΜΑΤΑ ΔΙΑΜΑΡΤΥΡΙΑΣ ΤΩΝ ΥΠΑΛΛΗΛΩΝ: [1224, 949, 1557, 977]
- divider: [10, 1041, 458, 1044]
- article-body-text: Ἡ νέα ΓΣΕΕ ἀντιτίθεται εἰς τὴν πολιτικὴν τοῦ κ. Καραμανλῆ.: [1395, 1849, 1576, 1872]
- article-tea-disarm: [10, 787, 458, 1031]
- section-title: ΑΙ ΠΕΡΙΟΔΕΙΑΙ ΤΩΝ ΑΡΧΗΓΩΝ: [515, 321, 660, 333]
- body-col-3: Ὁ κ. Καραμανλῆς θὰ περιοδεύσῃ εἰς τὴν Μακεδονίαν. ΟΙ ΑΝΤΙΠΡΟΣΩΠΟΙ ΤΗΣ ΕΠΕΚ Οἱ ἀντιπρόσωποι τῆς ΕΠΕΚ συνῆλθον χθές.: [958, 504, 1193, 653]
- headline: ΙΣΧΥΡΑ ΣΕΙΣΜΙΚΗ ΔΟΝΗΣΙΣ ΕΣΗΜΕΙΩΘΗ ΧΘΕΣ ΕΙΣ ΤΗΝ ΘΡΑΚΗΝ: [725, 1334, 939, 1359]
- headline: ΠΟΥΓΚΟΣΛΑΒΟΣ ΔΙΠΛΩΜΑΤΗΣ ΕΙΣ ΤΗΝ ΜΟΝΙΜΟΝ ΓΡΑΜΜΑΤΕΙΑΝ ΤΟΥ ΒΑΛΚΑΝΙΚΟΥ ΣΥΜΦΩΝΟΥ: [1218, 1163, 1563, 1216]
- headline: ΤΑ ΧΟΡΗΓΗΘΕΝΤΑ ΥΠΟ ΤΟΥ ΟΧΟΑ ΔΑΝΕΙΑ: [716, 1421, 948, 1434]
- article-eoka: [470, 1631, 1193, 1812]
- brief-column-a: [10, 1668, 230, 1930]
- lead-story: [470, 107, 1193, 443]
- headline: ΣΥΝΕΧΙΣΙΝ ΤΩΝ ΣΥΝΟΜΙΛΙΩΝ ΜΕ ΤΟΝ ΜΑΚΑΡΙΟΝ ΣΥΝΙΣΤΑ ΕΙΣ ΤΟΥΣ ΑΓΓΛΟΥΣ Ο ΝΤΑΛΛΕΣ: [1214, 106, 1567, 174]
- section-title: ΟΙ ΑΠΟΣΤΑΤΑΙ: [797, 233, 866, 245]
- left-column: [10, 107, 458, 2312]
